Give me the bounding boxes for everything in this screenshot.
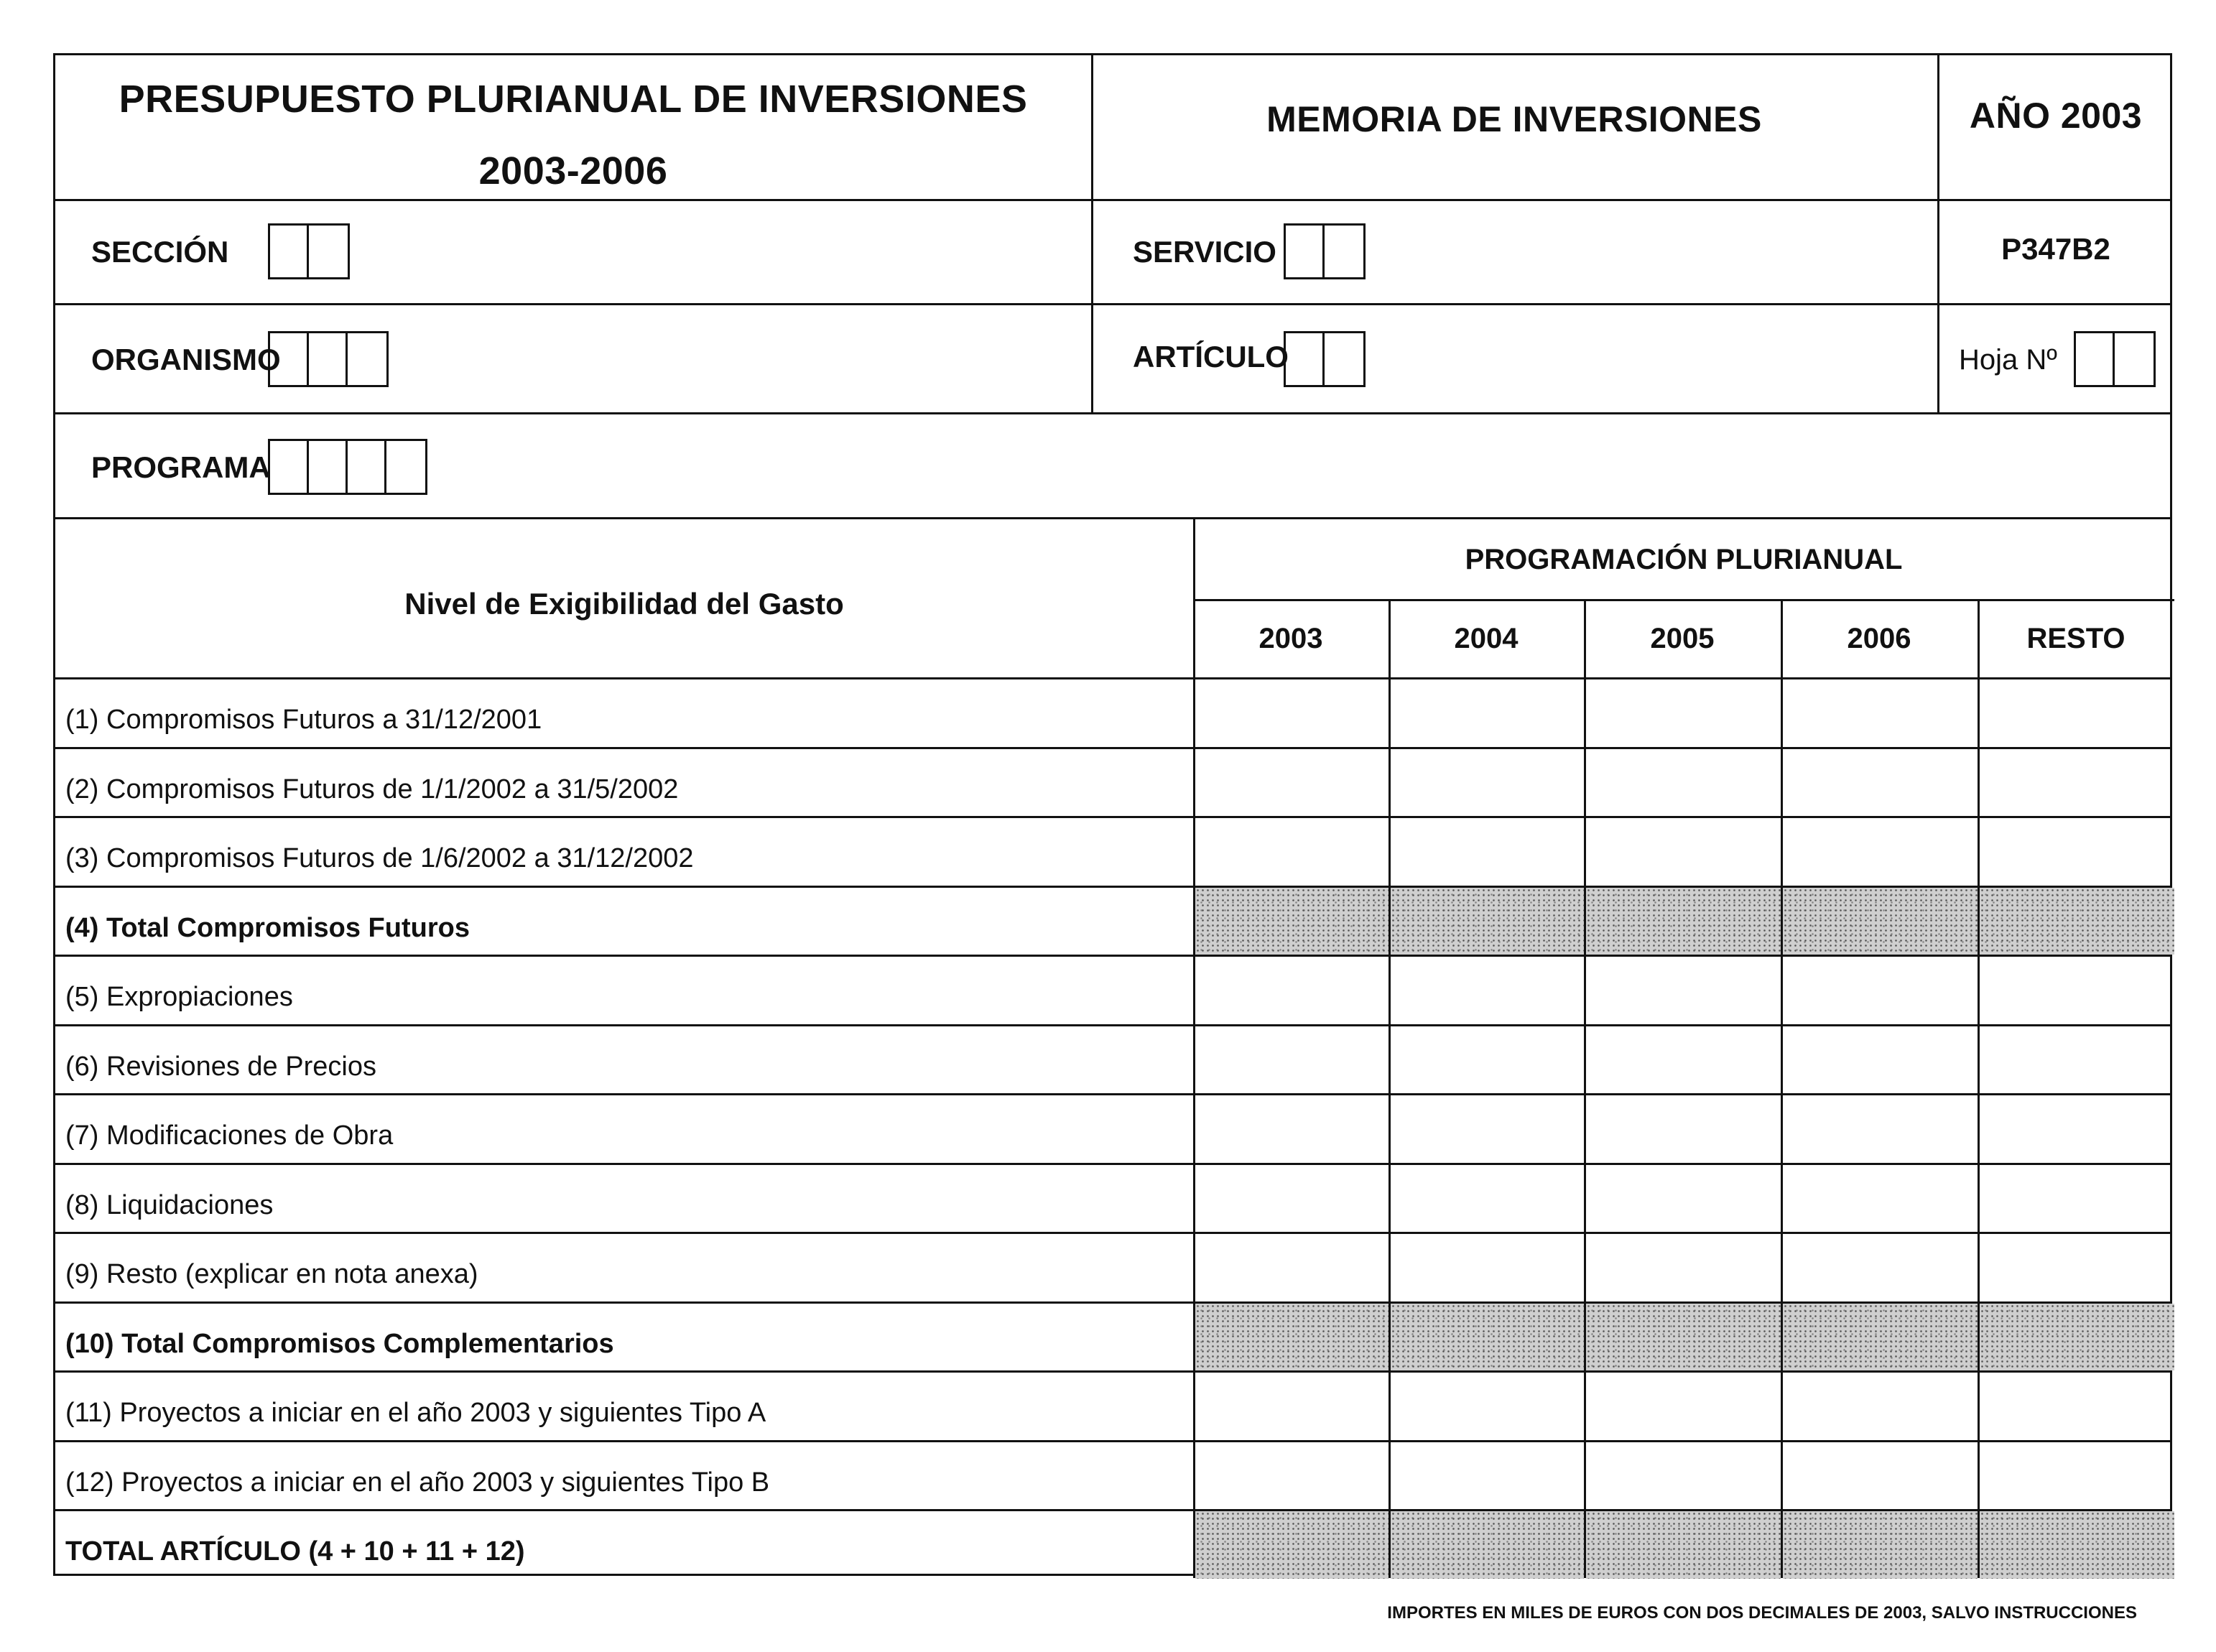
shaded-cell [1195, 888, 1389, 955]
shaded-cell [1980, 888, 2174, 955]
amount-cell[interactable] [1391, 1165, 1584, 1233]
amount-cell[interactable] [1391, 679, 1584, 747]
amount-cell[interactable] [1980, 1234, 2174, 1301]
amount-cell[interactable] [1783, 1095, 1978, 1163]
amount-cell[interactable] [1980, 1026, 2174, 1094]
amount-cell[interactable] [1586, 818, 1781, 886]
amount-cell[interactable] [1195, 1373, 1389, 1440]
amount-cell[interactable] [1980, 818, 2174, 886]
amount-cell[interactable] [1195, 1234, 1389, 1301]
row-label: (11) Proyectos a iniciar en el año 2003 y siguientes Tipo A [65, 1398, 766, 1428]
amount-cell[interactable] [1783, 1442, 1978, 1510]
amount-cell[interactable] [1391, 749, 1584, 817]
amount-cell[interactable] [1783, 818, 1978, 886]
memoria-title: MEMORIA DE INVERSIONES [1266, 99, 1762, 139]
organismo-input[interactable] [268, 331, 389, 387]
amount-cell[interactable] [1195, 679, 1389, 747]
row-label: (8) Liquidaciones [65, 1189, 274, 1220]
shaded-cell [1783, 1511, 1978, 1579]
footnote: IMPORTES EN MILES DE EUROS CON DOS DECIMALES DE 2003, SALVO INSTRUCCIONES [1387, 1603, 2137, 1623]
servicio-label: SERVICIO [1133, 235, 1276, 269]
articulo-input[interactable] [1284, 331, 1366, 387]
column-header: 2005 [1650, 623, 1715, 654]
amount-cell[interactable] [1586, 749, 1781, 817]
amount-cell[interactable] [1783, 957, 1978, 1024]
shaded-cell [1783, 888, 1978, 955]
amount-cell[interactable] [1195, 957, 1389, 1024]
shaded-cell [1195, 1511, 1389, 1579]
hoja-label: Hoja Nº [1959, 344, 2057, 376]
group-header: PROGRAMACIÓN PLURIANUAL [1465, 544, 1903, 575]
form-title: PRESUPUESTO PLURIANUAL DE INVERSIONES [119, 78, 1028, 121]
shaded-cell [1586, 888, 1781, 955]
row-label: (3) Compromisos Futuros de 1/6/2002 a 31/12/2002 [65, 843, 694, 873]
amount-cell[interactable] [1391, 818, 1584, 886]
year-label: AÑO 2003 [1969, 96, 2143, 136]
organismo-label: ORGANISMO [91, 343, 281, 376]
row-label: (2) Compromisos Futuros de 1/1/2002 a 31/5/2002 [65, 774, 679, 804]
amount-cell[interactable] [1980, 1442, 2174, 1510]
seccion-label: SECCIÓN [91, 235, 229, 269]
column-header: 2004 [1454, 623, 1519, 654]
shaded-cell [1195, 1304, 1389, 1371]
amount-cell[interactable] [1195, 1095, 1389, 1163]
hoja-input[interactable] [2074, 331, 2156, 387]
amount-cell[interactable] [1783, 1373, 1978, 1440]
amount-cell[interactable] [1980, 957, 2174, 1024]
amount-cell[interactable] [1586, 679, 1781, 747]
row-label: (4) Total Compromisos Futuros [65, 912, 470, 943]
amount-cell[interactable] [1783, 1165, 1978, 1233]
amount-cell[interactable] [1586, 1165, 1781, 1233]
shaded-cell [1586, 1511, 1781, 1579]
programa-label: PROGRAMA [91, 450, 271, 484]
amount-cell[interactable] [1195, 818, 1389, 886]
shaded-cell [1586, 1304, 1781, 1371]
form-period: 2003-2006 [478, 149, 668, 192]
articulo-label: ARTÍCULO [1133, 340, 1289, 373]
amount-cell[interactable] [1783, 679, 1978, 747]
seccion-input[interactable] [268, 223, 350, 279]
amount-cell[interactable] [1586, 1026, 1781, 1094]
servicio-input[interactable] [1284, 223, 1366, 279]
shaded-cell [1391, 1511, 1584, 1579]
amount-cell[interactable] [1391, 1026, 1584, 1094]
amount-cell[interactable] [1391, 1373, 1584, 1440]
row-header: Nivel de Exigibilidad del Gasto [404, 587, 844, 621]
form-code: P347B2 [2001, 232, 2110, 266]
shaded-cell [1783, 1304, 1978, 1371]
amount-cell[interactable] [1980, 1095, 2174, 1163]
row-label: TOTAL ARTÍCULO (4 + 10 + 11 + 12) [65, 1536, 525, 1567]
shaded-cell [1391, 888, 1584, 955]
row-label: (6) Revisiones de Precios [65, 1051, 376, 1082]
form-sheet [53, 53, 2172, 1576]
amount-cell[interactable] [1391, 1095, 1584, 1163]
amount-cell[interactable] [1391, 1442, 1584, 1510]
amount-cell[interactable] [1195, 1165, 1389, 1233]
amount-cell[interactable] [1586, 1095, 1781, 1163]
amount-cell[interactable] [1980, 1373, 2174, 1440]
row-label: (5) Expropiaciones [65, 982, 293, 1012]
amount-cell[interactable] [1783, 749, 1978, 817]
amount-cell[interactable] [1980, 679, 2174, 747]
column-header: RESTO [2026, 623, 2125, 654]
amount-cell[interactable] [1195, 1026, 1389, 1094]
row-label: (7) Modificaciones de Obra [65, 1120, 394, 1151]
amount-cell[interactable] [1980, 1165, 2174, 1233]
column-header: 2003 [1258, 623, 1323, 654]
row-label: (9) Resto (explicar en nota anexa) [65, 1259, 478, 1289]
amount-cell[interactable] [1586, 1234, 1781, 1301]
amount-cell[interactable] [1391, 1234, 1584, 1301]
row-label: (10) Total Compromisos Complementarios [65, 1328, 614, 1359]
amount-cell[interactable] [1783, 1026, 1978, 1094]
amount-cell[interactable] [1783, 1234, 1978, 1301]
programa-input[interactable] [268, 439, 427, 495]
amount-cell[interactable] [1391, 957, 1584, 1024]
row-label: (1) Compromisos Futuros a 31/12/2001 [65, 705, 542, 735]
shaded-cell [1391, 1304, 1584, 1371]
shaded-cell [1980, 1304, 2174, 1371]
amount-cell[interactable] [1195, 1442, 1389, 1510]
row-label: (12) Proyectos a iniciar en el año 2003 y siguientes Tipo B [65, 1467, 770, 1498]
column-header: 2006 [1847, 623, 1911, 654]
amount-cell[interactable] [1195, 749, 1389, 817]
amount-cell[interactable] [1980, 749, 2174, 817]
amount-cell[interactable] [1586, 1442, 1781, 1510]
shaded-cell [1980, 1511, 2174, 1579]
amount-cell[interactable] [1586, 957, 1781, 1024]
amount-cell[interactable] [1586, 1373, 1781, 1440]
